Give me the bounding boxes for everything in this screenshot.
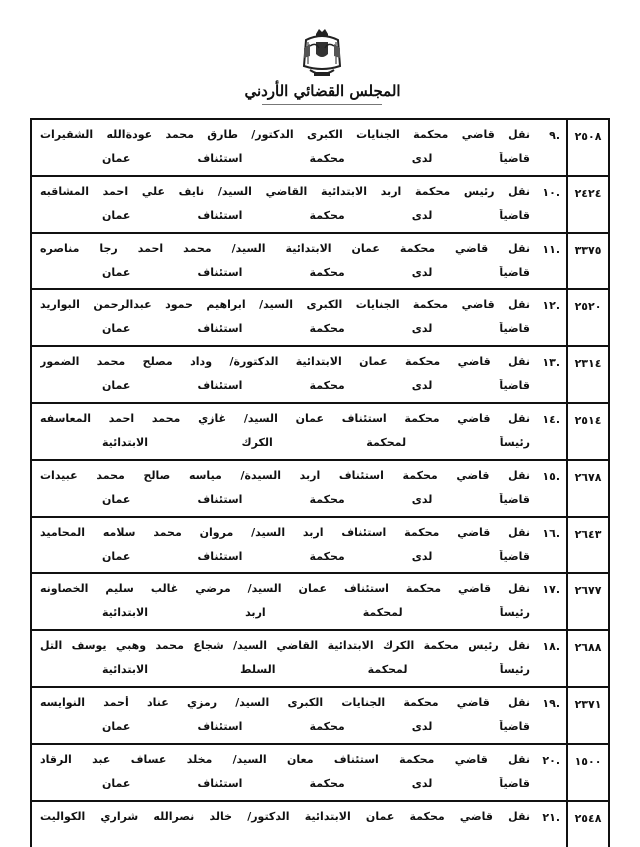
transfer-to-text: قاضياً لدى محكمة استئناف عمان [102,265,530,279]
transfer-to-text: قاضياً لدى محكمة استئناف عمان [102,549,530,563]
table-row [32,518,608,575]
transfer-from-text: نقل قاضي محكمة استئناف اربد السيد/ مروان محمد سلامه المحاميد [40,525,530,539]
transfer-from-text: نقل رئيس محكمة اربد الابتدائية القاضي السيد/ نايف علي احمد المشاقبه [40,184,530,198]
transfer-from-text: نقل قاضي محكمة الجنايات الكبرى الدكتور/ طارق محمد عودةالله الشقيرات [40,128,530,141]
judge-code: ٢٣٧١ [566,688,608,743]
transfer-to-text: رئيساً لمحكمة الكرك الابتدائية [102,435,530,449]
transfer-to-text: قاضياً لدى محكمة استئناف عمان [102,208,530,222]
table-row [32,631,608,688]
council-name: المجلس القضائي الأردني [244,82,401,100]
transfer-to-text: رئيساً لمحكمة اربد الابتدائية [102,606,530,620]
judge-code: ٢٦٨٨ [566,631,608,686]
item-number: .١١ [542,242,560,256]
table-row [32,745,608,802]
table-row [32,347,608,404]
item-number: .١٧ [542,583,560,597]
transfer-to-text: قاضياً لدى محكمة استئناف عمان [102,492,530,506]
item-number: .١٥ [542,469,560,483]
judge-code: ٢٥١٤ [566,404,608,459]
transfer-from-text: نقل قاضي محكمة عمان الابتدائية الدكتورة/ وداد مصلح محمد الضمور [40,355,530,369]
judge-code: ٢٤٢٤ [566,177,608,232]
item-number: .١٩ [542,696,560,710]
table-row [32,404,608,461]
item-number: .١٦ [542,526,560,540]
transfers-table [30,118,610,847]
table-row [32,177,608,234]
item-number: .١٠ [542,185,560,199]
table-row [32,120,608,177]
transfer-to-text: قاضياً لدى محكمة استئناف عمان [102,152,530,165]
judge-code: ٢٦٧٧ [566,574,608,629]
table-row [32,461,608,518]
transfer-to-text: رئيساً لمحكمة السلط الابتدائية [102,663,530,677]
item-number: .١٣ [542,356,560,370]
transfer-from-text: نقل قاضي محكمة الجنايات الكبرى السيد/ ابراهيم حمود عبدالرحمن البواريد [40,298,530,312]
judge-code: ٢٦٤٣ [566,518,608,573]
judge-code: ٢٥٢٠ [566,290,608,345]
transfer-from-text: نقل قاضي محكمة استئناف عمان السيد/ مرضي غالب سليم الخصاونه [40,582,530,596]
item-number: .٢٠ [542,753,560,767]
judge-code: ١٥٠٠ [566,745,608,800]
transfer-from-text: نقل قاضي محكمة الجنايات الكبرى السيد/ رمزي عناد أحمد النوايسه [40,695,530,709]
transfer-from-text: نقل قاضي محكمة عمان الابتدائية السيد/ محمد احمد رجا مناصره [40,241,530,255]
judge-code: ٢٥٤٨ [566,802,608,847]
table-row [32,574,608,631]
table-row [32,290,608,347]
item-number: .٩ [549,129,560,142]
judge-code: ٢٣١٤ [566,347,608,402]
item-number: .٢١ [542,810,560,824]
letterhead [0,20,640,115]
transfer-from-text: نقل قاضي محكمة استئناف عمان السيد/ غازي محمد احمد المعاسفه [40,411,530,425]
judge-code: ٢٥٠٨ [566,120,608,175]
table-row [32,234,608,291]
transfer-to-text: قاضياً لدى محكمة استئناف عمان [102,719,530,733]
transfer-from-text: نقل قاضي محكمة استئناف معان السيد/ مخلد عساف عبد الرقاد [40,752,530,766]
transfer-from-text: نقل قاضي محكمة عمان الابتدائية الدكتور/ خالد نصرالله شراري الكواليت [40,809,530,823]
transfer-to-text: قاضياً لدى محكمة استئناف عمان [102,379,530,393]
transfer-to-text: قاضياً لدى محكمة استئناف عمان [102,776,530,790]
item-number: .١٤ [542,412,560,426]
table-row [32,802,608,847]
judge-code: ٢٦٧٨ [566,461,608,516]
jordan-coat-of-arms-icon [300,26,344,82]
transfer-from-text: نقل قاضي محكمة استئناف اربد السيدة/ مياسه صالح محمد عبيدات [40,468,530,482]
item-number: .١٨ [542,640,560,654]
item-number: .١٢ [542,299,560,313]
letterhead-divider [262,104,382,105]
table-row [32,688,608,745]
transfer-from-text: نقل رئيس محكمة الكرك الابتدائية القاضي السيد/ شجاع محمد وهبي يوسف التل [40,639,530,653]
transfer-to-text: قاضياً لدى محكمة استئناف عمان [102,322,530,336]
judge-code: ٣٣٧٥ [566,234,608,289]
